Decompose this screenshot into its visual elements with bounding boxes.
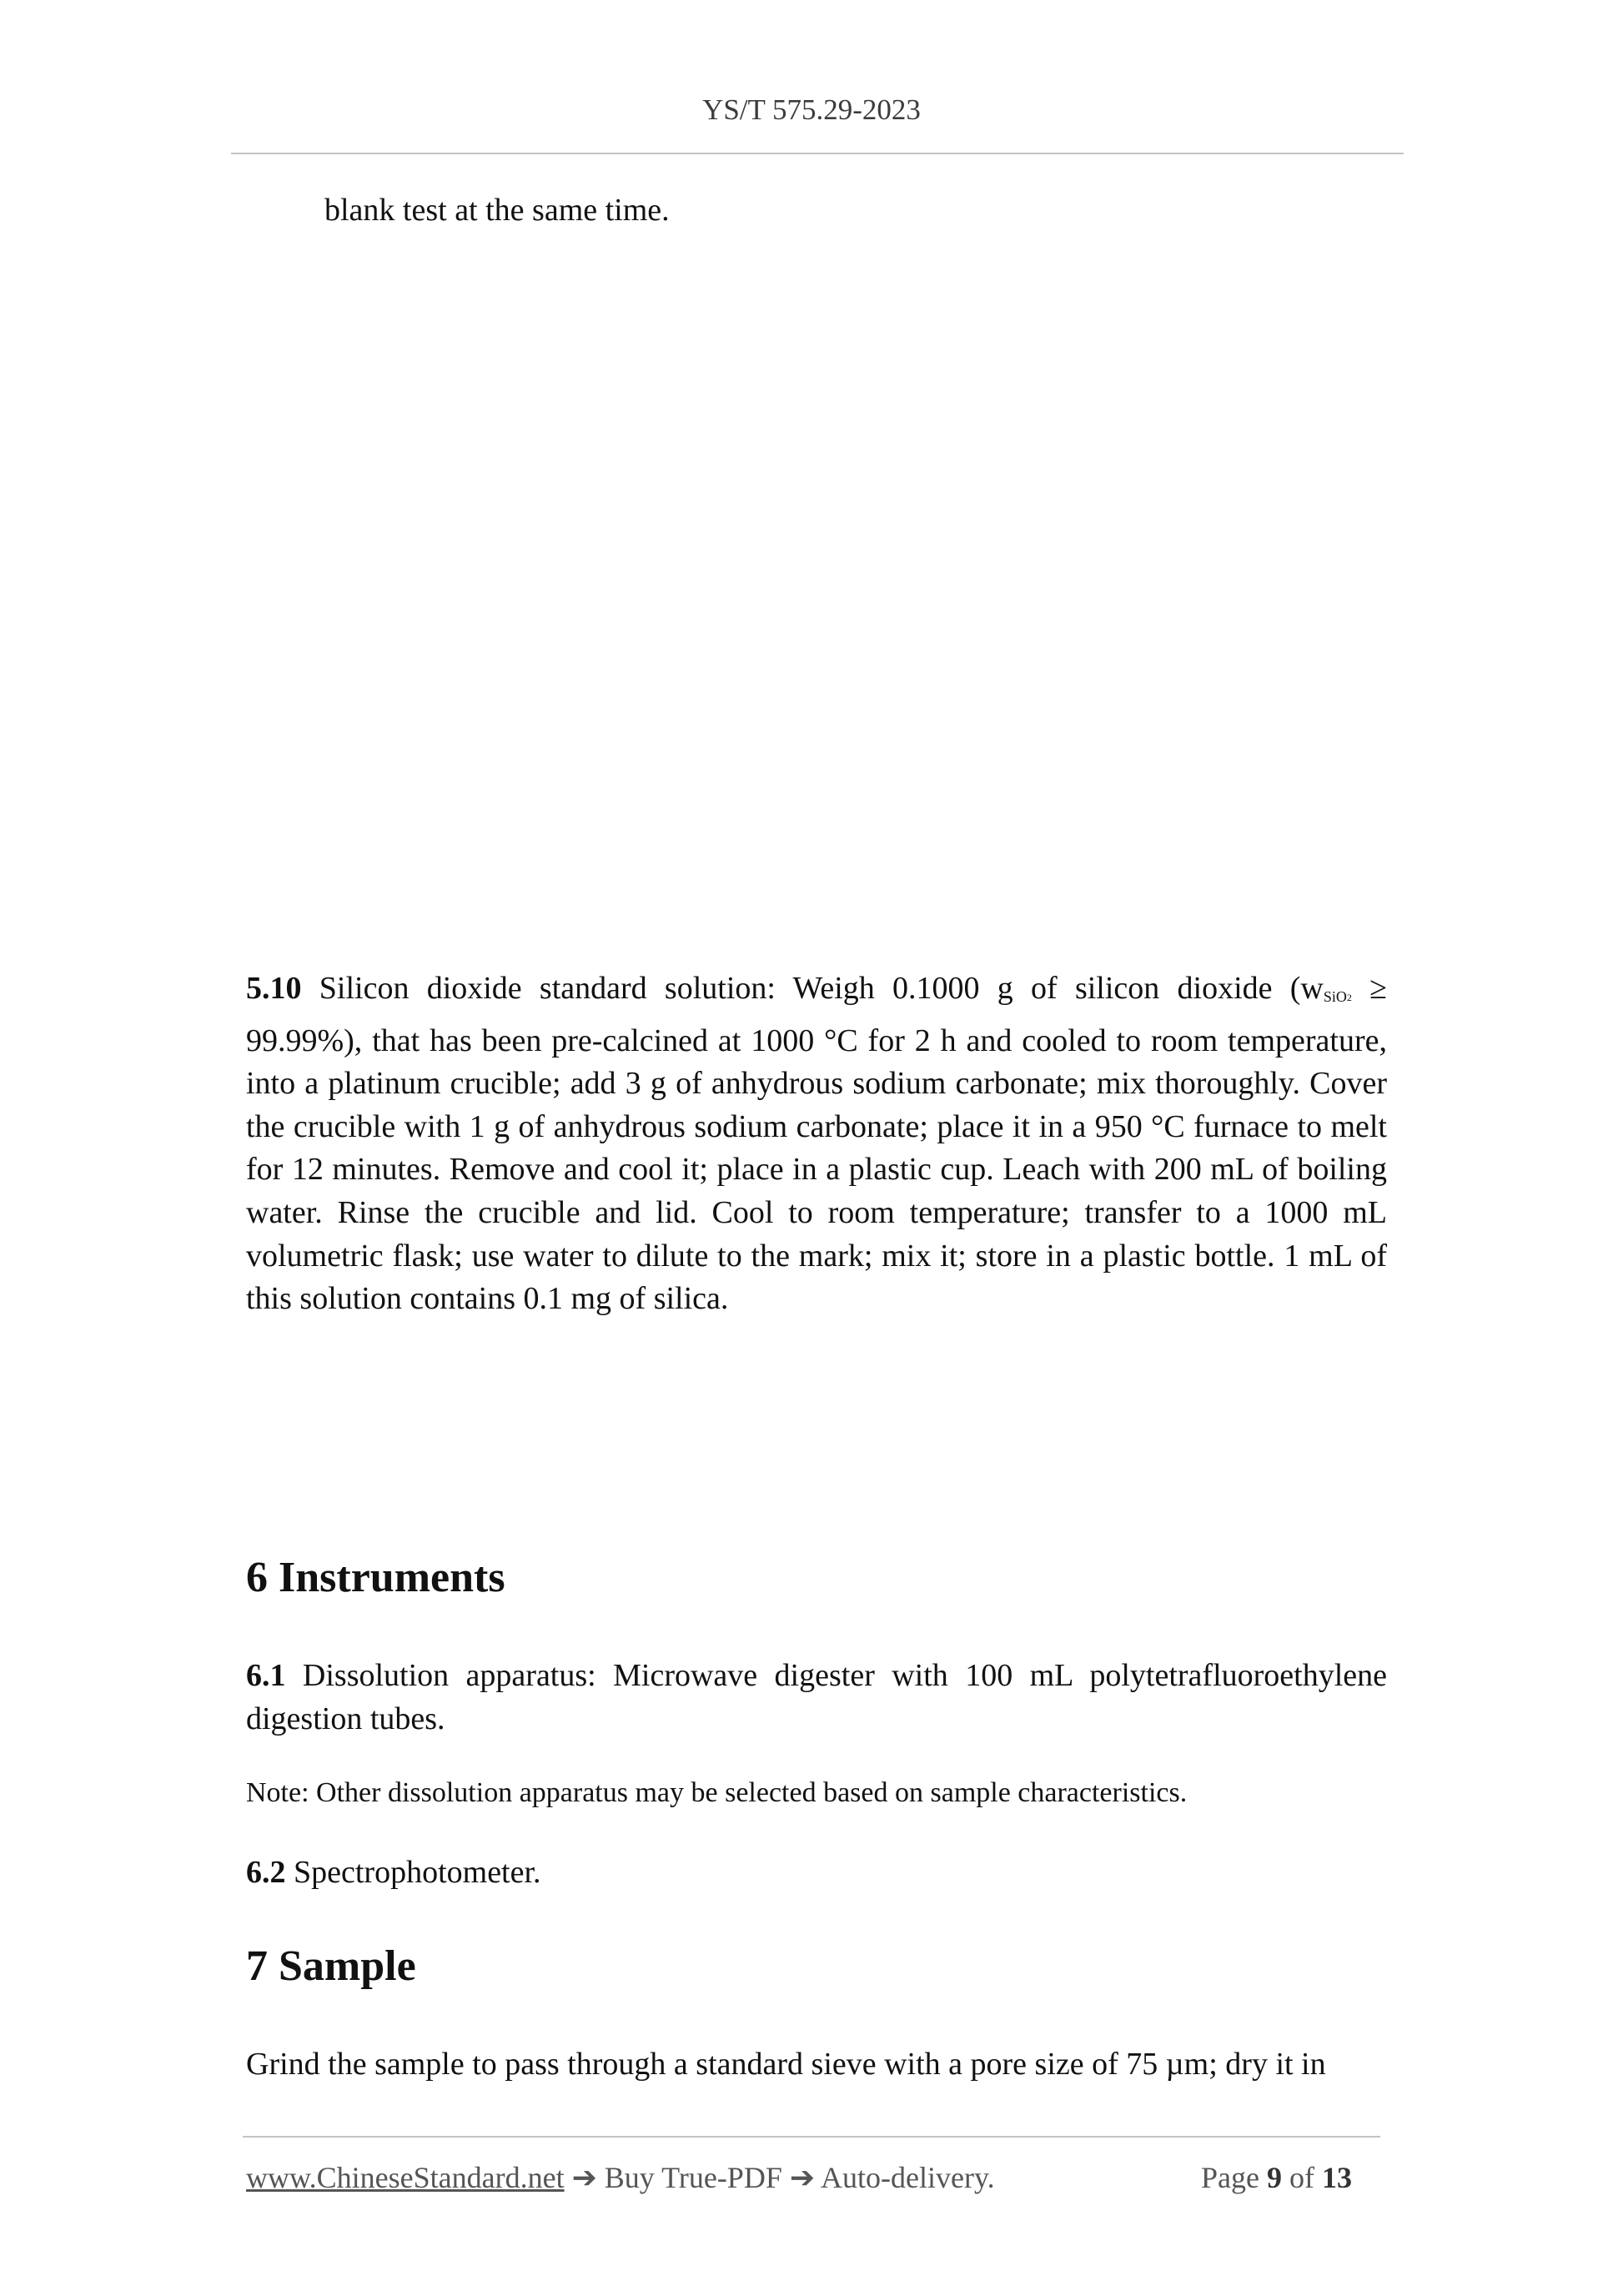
document-header: YS/T 575.29-2023 [702,93,921,126]
clause-number: 6.2 [246,1855,286,1890]
arrow-icon: ➔ [571,2161,597,2194]
website-link[interactable]: www.ChineseStandard.net [246,2161,565,2194]
of-label: of [1289,2161,1314,2194]
clause-6-1 [246,1655,1387,1741]
header-divider [231,153,1404,154]
delivery-text: Auto-delivery. [821,2161,995,2194]
page-number [1201,2160,1352,2195]
clause-5-10 [246,967,1387,1321]
subscript-sio: SiO [1323,988,1347,1005]
clause-number: 6.1 [246,1658,286,1693]
footer-divider [243,2136,1380,2138]
clause-number: 5.10 [246,971,302,1006]
clause-6-2 [246,1851,1387,1895]
page-current: 9 [1266,2161,1282,2194]
section-7-text: Grind the sample to pass through a standard sieve with a pore size of 75 µm; dry it in [246,2047,1326,2082]
clause-text-after: ≥ 99.99%), that has been pre-calcined at 1000 °C for 2 h and cooled to room temperature, into a platinum crucible; add 3 g of anhydrous sodium carbonate; mix thoroughly. Cover the crucible with 1 g of anhydrous sodium carbonate; place it in a 950 °C furnace to melt for 12 minutes. Remove and cool it; place in a plastic cup. Leach with 200 mL of boiling water. Rinse the crucible and lid. Cool to room temperature; transfer to a 1000 mL volumetric flask; use water to dilute to the mark; mix it; store in a plastic bottle. 1 mL of this solution contains 0.1 mg of silica. [246,971,1388,1317]
subscript-2: 2 [1346,992,1352,1003]
page-total: 13 [1321,2161,1352,2194]
clause-text: Dissolution apparatus: Microwave digester with 100 mL polytetrafluoroethylene digestion tubes. [246,1658,1388,1736]
clause-text: Spectrophotometer. [294,1855,541,1890]
footer-left [246,2160,995,2195]
continuation-text: blank test at the same time. [324,193,670,228]
clause-text-before: Silicon dioxide standard solution: Weigh 0.1000 g of silicon dioxide (w [319,971,1324,1006]
page-label: Page [1201,2161,1259,2194]
section-6-heading: 6 Instruments [246,1554,505,1601]
arrow-icon: ➔ [789,2161,816,2194]
buy-text: Buy True-PDF [604,2161,782,2194]
section-7-heading: 7 Sample [246,1942,416,1990]
note-text: Note: Other dissolution apparatus may be selected based on sample characteristics. [246,1777,1188,1808]
